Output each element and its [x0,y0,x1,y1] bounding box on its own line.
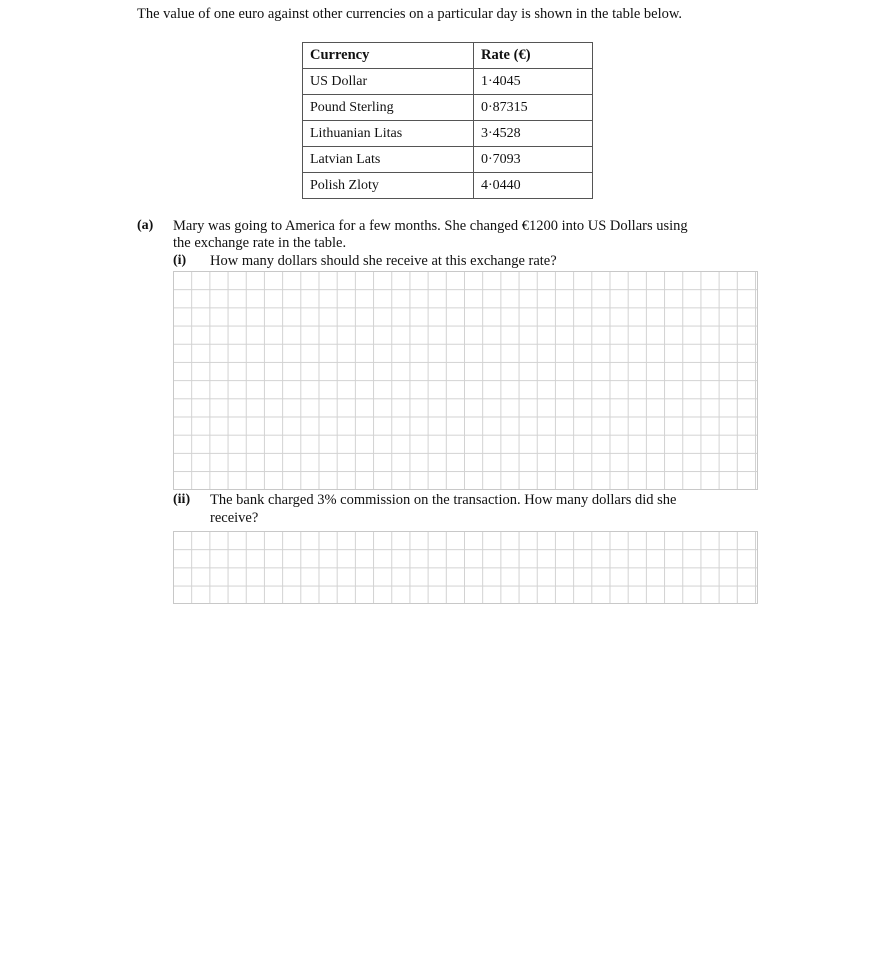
table-row [303,69,593,95]
rate-cell: 1·4045 [474,69,593,95]
exchange-rate-table [302,42,593,199]
currency-cell: Polish Zloty [303,173,474,199]
table-header-row [303,43,593,69]
currency-cell: Pound Sterling [303,95,474,121]
part-i-label: (i) [173,253,187,268]
table-row [303,147,593,173]
part-ii-text-line1: The bank charged 3% commission on the transaction. How many dollars did she [210,492,677,508]
rate-cell: 0·87315 [474,95,593,121]
rate-cell: 3·4528 [474,121,593,147]
intro-text: The value of one euro against other currencies on a particular day is shown in the table below. [137,6,683,22]
column-header-rate: Rate (€) [474,43,593,69]
part-i-text: How many dollars should she receive at this exchange rate? [210,253,557,269]
part-ii-label: (ii) [173,492,191,507]
table-row [303,95,593,121]
part-a-label: (a) [137,218,154,233]
part-a-text-line2: the exchange rate in the table. [173,235,347,251]
part-ii-text-line2: receive? [210,510,259,526]
currency-cell: Lithuanian Litas [303,121,474,147]
rate-cell: 0·7093 [474,147,593,173]
table-row [303,173,593,199]
answer-grid-ii[interactable] [173,531,758,604]
column-header-currency: Currency [303,43,474,69]
currency-cell: Latvian Lats [303,147,474,173]
part-a-text-line1: Mary was going to America for a few months. She changed €1200 into US Dollars using [173,218,688,234]
answer-grid-i[interactable] [173,271,758,490]
currency-cell: US Dollar [303,69,474,95]
table-row [303,121,593,147]
rate-cell: 4·0440 [474,173,593,199]
